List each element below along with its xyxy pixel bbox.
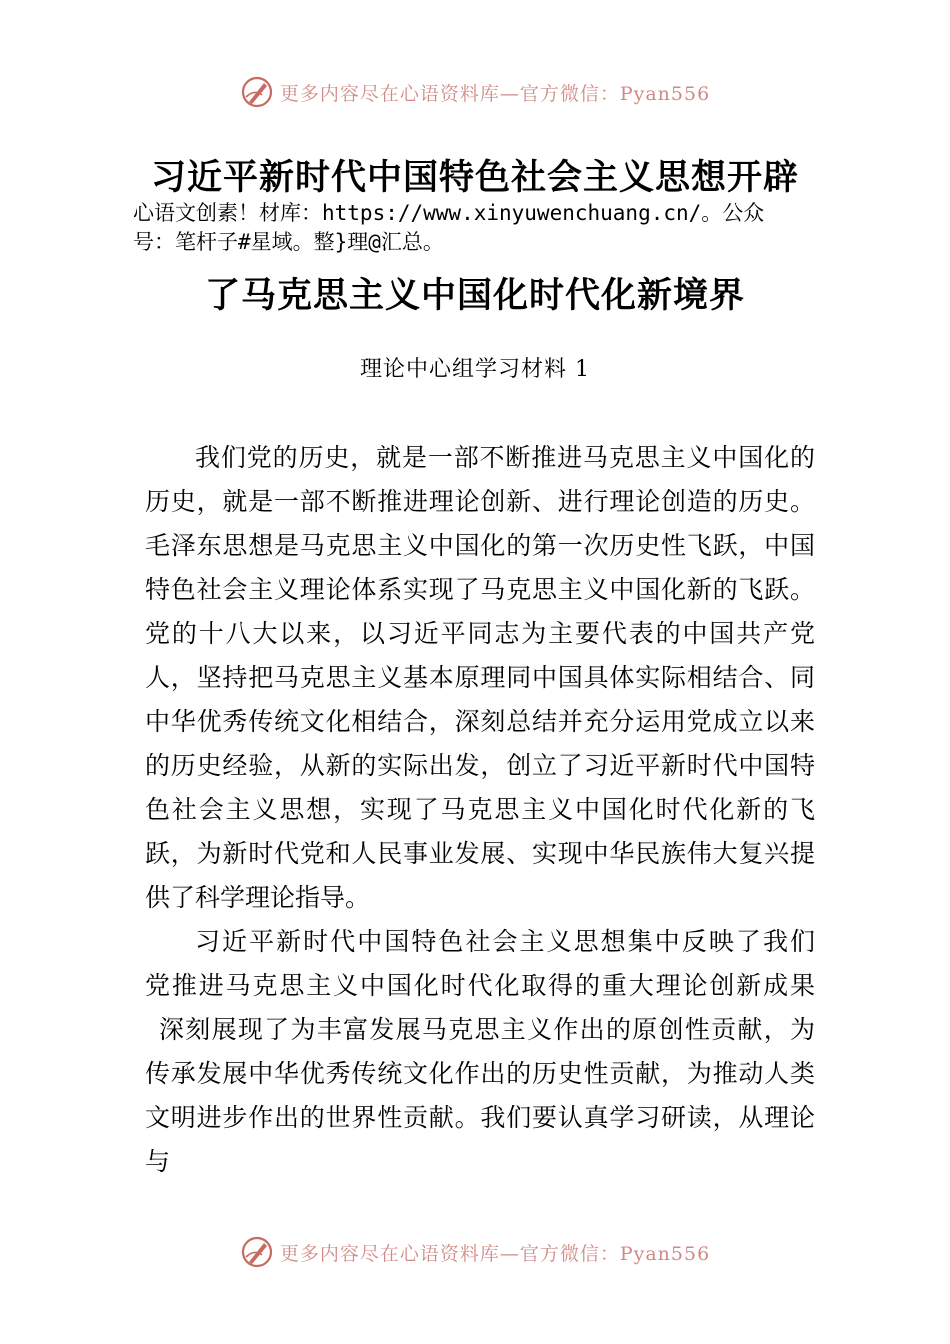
body-line: 人，坚持把马克思主义基本原理同中国具体实际相结合、同 xyxy=(145,663,815,692)
body-line: 党推进马克思主义中国化时代化取得的重大理论创新成果 xyxy=(145,971,815,1000)
body-line: 中华优秀传统文化相结合，深刻总结并充分运用党成立以来 xyxy=(145,707,815,736)
body-line: 文明进步作出的世界性贡献。我们要认真学习研读，从理论 xyxy=(145,1103,815,1132)
document-title-line-2: 了马克思主义中国化时代化新境界 xyxy=(204,276,745,316)
body-line: 跃，为新时代党和人民事业发展、实现中华民族伟大复兴提 xyxy=(145,839,815,868)
footer-banner-text: 更多内容尽在心语资料库—官方微信：Pyan556 xyxy=(279,1242,711,1265)
document-subtitle: 理论中心组学习材料 1 xyxy=(360,357,590,382)
body-line: 党的十八大以来，以习近平同志为主要代表的中国共产党 xyxy=(145,619,815,648)
footer-banner xyxy=(0,1232,950,1272)
header-banner xyxy=(0,72,950,112)
pen-logo-icon xyxy=(240,75,274,109)
body-line: 供了科学理论指导。 xyxy=(145,883,371,912)
document-title-line-1: 习近平新时代中国特色社会主义思想开辟 xyxy=(150,158,799,198)
body-line: 习近平新时代中国特色社会主义思想集中反映了我们 xyxy=(195,927,815,956)
body-line: 毛泽东思想是马克思主义中国化的第一次历史性飞跃，中国 xyxy=(145,531,815,560)
body-line: 深刻展现了为丰富发展马克思主义作出的原创性贡献，为 xyxy=(159,1015,815,1044)
body-line: 我们党的历史，就是一部不断推进马克思主义中国化的 xyxy=(195,443,815,472)
header-banner-text: 更多内容尽在心语资料库—官方微信：Pyan556 xyxy=(279,82,711,105)
body-line: 的历史经验，从新的实际出发，创立了习近平新时代中国特 xyxy=(145,751,815,780)
body-line: 与 xyxy=(145,1147,171,1176)
body-line: 历史，就是一部不断推进理论创新、进行理论创造的历史。 xyxy=(145,487,815,516)
watermark-text-line-1: 心语文创素！材库：https://www.xinyuwenchuang.cn/。公众 xyxy=(133,201,765,225)
document-body xyxy=(145,436,815,1184)
body-line: 特色社会主义理论体系实现了马克思主义中国化新的飞跃。 xyxy=(145,575,815,604)
pen-logo-icon xyxy=(240,1235,274,1269)
body-line: 色社会主义思想，实现了马克思主义中国化时代化新的飞 xyxy=(145,795,815,824)
watermark-text-line-2: 号：笔杆子#星域。整}理@汇总。 xyxy=(133,230,444,254)
body-line: 传承发展中华优秀传统文化作出的历史性贡献，为推动人类 xyxy=(145,1059,815,1088)
